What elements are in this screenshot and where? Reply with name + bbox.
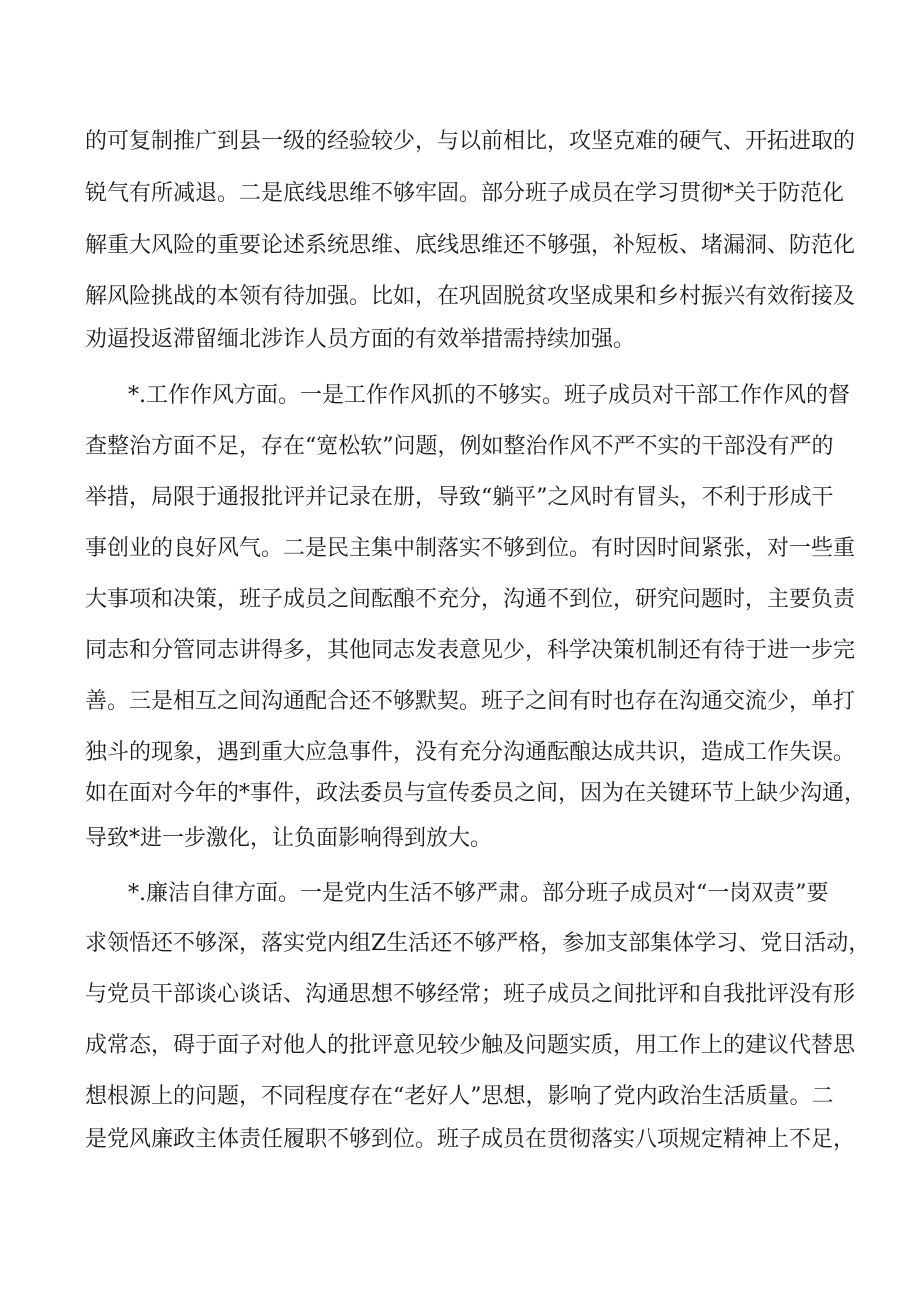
text-line: 同志和分管同志讲得多，其他同志发表意见少，科学决策机制还有待于进一步完 xyxy=(85,638,856,663)
text-line: 善。三是相互之间沟通配合还不够默契。班子之间有时也存在沟通交流少，单打 xyxy=(85,689,856,714)
text-line: 解重大风险的重要论述系统思维、底线思维还不够强，补短板、堵漏洞、防范化 xyxy=(85,233,856,258)
text-line: 解风险挑战的本领有待加强。比如，在巩固脱贫攻坚成果和乡村振兴有效衔接及 xyxy=(85,284,856,309)
text-line: 劝逼投返滞留缅北涉诈人员方面的有效举措需持续加强。 xyxy=(85,327,636,352)
text-line: 导致*进一步激化，让负面影响得到放大。 xyxy=(85,826,493,851)
text-line: 如在面对今年的*事件，政法委员与宣传委员之间，因为在关键环节上缺少沟通， xyxy=(85,781,867,806)
text-line: 事创业的良好风气。二是民主集中制落实不够到位。有时因时间紧张，对一些重 xyxy=(85,536,856,561)
text-line: 举措，局限于通报批评并记录在册，导致“躺平”之风时有冒头，不利于形成干 xyxy=(85,485,834,510)
text-line: *.廉洁自律方面。一是党内生活不够严肃。部分班子成员对“一岗双责”要 xyxy=(128,881,829,906)
text-line: 想根源上的问题，不同程度存在“老好人”思想，影响了党内政治生活质量。二 xyxy=(85,1084,834,1109)
text-line: 大事项和决策，班子成员之间酝酿不充分，沟通不到位，研究问题时，主要负责 xyxy=(85,587,856,612)
text-line: 求领悟还不够深，落实党内组Z生活还不够严格，参加支部集体学习、党日活动， xyxy=(85,931,871,956)
text-line: 成常态，碍于面子对他人的批评意见较少触及问题实质，用工作上的建议代替思 xyxy=(85,1033,856,1058)
text-line: 是党风廉政主体责任履职不够到位。班子成员在贯彻落实八项规定精神上不足， xyxy=(85,1127,856,1152)
text-line: 查整治方面不足，存在“宽松软”问题，例如整治作风不严不实的干部没有严的 xyxy=(85,434,834,459)
text-line: *.工作作风方面。一是工作作风抓的不够实。班子成员对干部工作作风的督 xyxy=(128,383,850,408)
text-line: 独斗的现象，遇到重大应急事件，没有充分沟通酝酿达成共识，造成工作失误。 xyxy=(85,740,856,765)
text-line: 的可复制推广到县一级的经验较少，与以前相比，攻坚克难的硬气、开拓进取的 xyxy=(85,129,856,154)
text-line: 锐气有所减退。二是底线思维不够牢固。部分班子成员在学习贯彻*关于防范化 xyxy=(85,181,845,206)
text-line: 与党员干部谈心谈话、沟通思想不够经常；班子成员之间批评和自我批评没有形 xyxy=(85,982,856,1007)
